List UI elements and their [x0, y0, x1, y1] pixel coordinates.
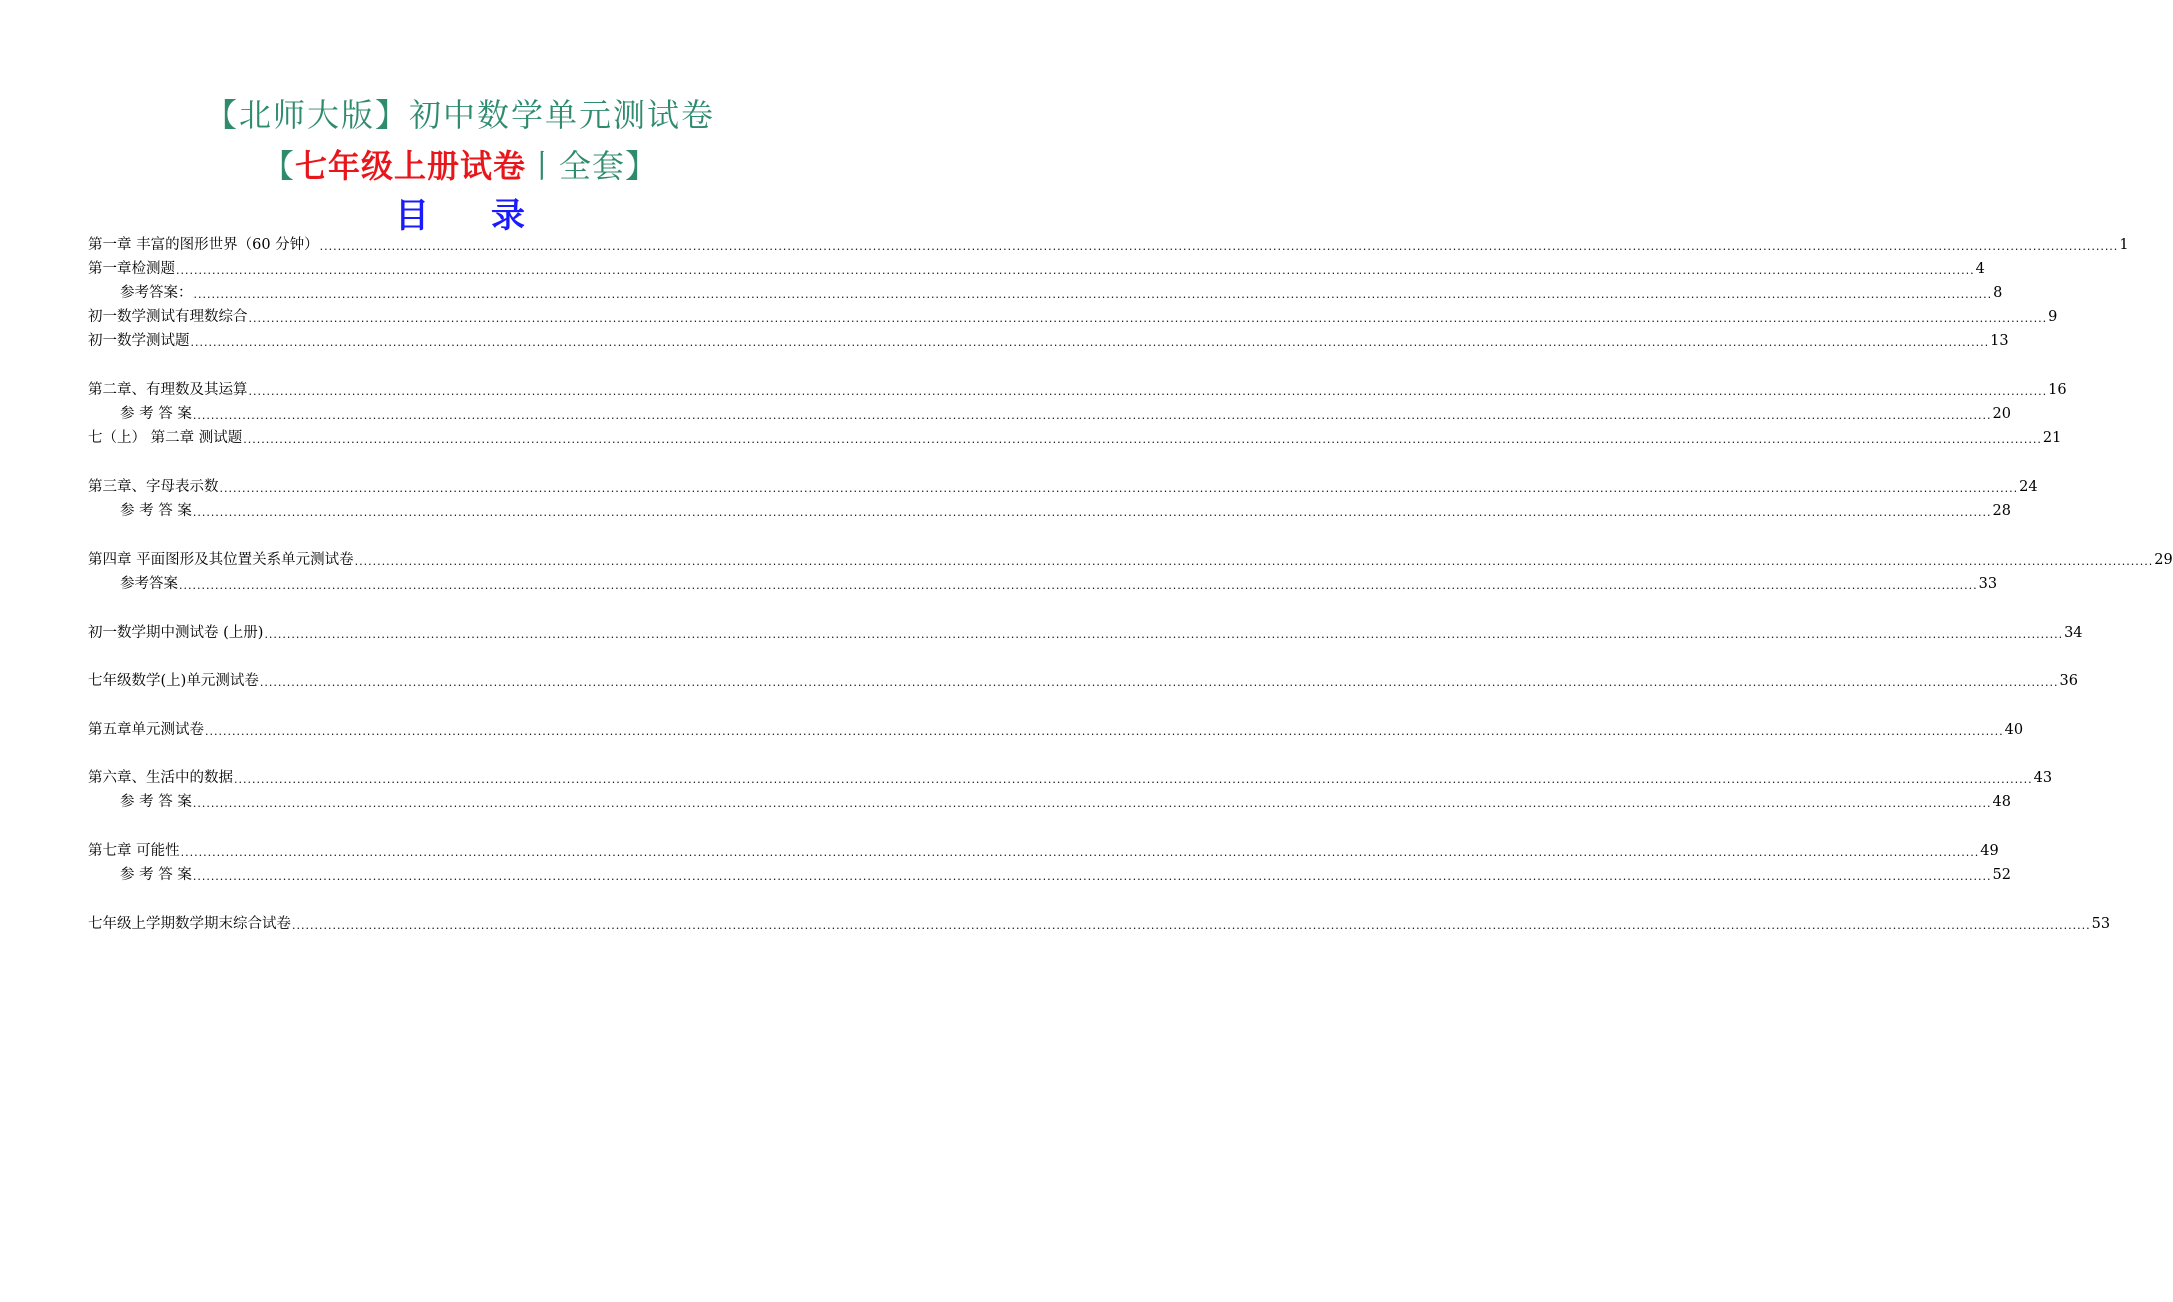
toc-dot-leader: ................................................................................................................................................................................................................................................................................................................................................................................................................: [193, 288, 1993, 301]
toc-dot-leader: ................................................................................................................................................................................................................................................................................................................................................................................................................: [192, 506, 1992, 519]
toc-entry-title: 参 考 答 案: [120, 867, 192, 883]
toc-dot-leader: ................................................................................................................................................................................................................................................................................................................................................................................................................: [192, 797, 1992, 810]
subtitle-rest: 丨全套】: [526, 147, 659, 185]
toc-entry[interactable]: [88, 837, 1999, 861]
toc-entry[interactable]: [88, 619, 2083, 643]
toc-entry-title: 参 考 答 案: [120, 503, 192, 519]
toc-entry[interactable]: [88, 255, 1985, 279]
toc-entry[interactable]: [88, 861, 2011, 885]
toc-entry-title: 七年级数学(上)单元测试卷: [88, 673, 259, 689]
toc-entry-title: 参考答案：: [120, 285, 193, 301]
toc-dot-leader: ................................................................................................................................................................................................................................................................................................................................................................................................................: [354, 555, 2154, 568]
document-title: 【北师大版】初中数学单元测试卷: [204, 96, 715, 134]
subtitle-grade-text: 七年级上册试卷: [294, 147, 526, 185]
toc-dot-leader: ................................................................................................................................................................................................................................................................................................................................................................................................................: [192, 409, 1992, 422]
toc-entry[interactable]: [88, 473, 2038, 497]
toc-page-number: 36: [2059, 673, 2078, 689]
toc-page-number: 29: [2154, 552, 2173, 568]
toc-entry[interactable]: [88, 231, 2129, 255]
toc-page-number: 43: [2033, 770, 2053, 786]
toc-page-number: 13: [1990, 333, 2009, 349]
subtitle-open-bracket: 【: [261, 147, 295, 185]
toc-entry[interactable]: [88, 910, 2111, 934]
toc-entry[interactable]: [88, 400, 2011, 424]
toc-entry[interactable]: [88, 303, 2058, 327]
toc-entry-title: 参 考 答 案: [120, 794, 192, 810]
toc-dot-leader: ................................................................................................................................................................................................................................................................................................................................................................................................................: [205, 725, 2004, 738]
toc-page-number: 28: [1992, 503, 2011, 519]
toc-entry-title: 第三章、字母表示数: [88, 479, 219, 495]
toc-entry-title: 第七章 可能性: [88, 843, 180, 859]
toc-entry[interactable]: [88, 376, 2067, 400]
toc-entry-title: 七（上） 第二章 测试题: [88, 430, 243, 446]
toc-heading-char2: 录: [491, 196, 525, 236]
toc-dot-leader: ................................................................................................................................................................................................................................................................................................................................................................................................................: [259, 676, 2059, 689]
toc-dot-leader: ................................................................................................................................................................................................................................................................................................................................................................................................................: [190, 336, 1990, 349]
toc-entry-title: 第一章检测题: [88, 261, 175, 277]
toc-page-number: 9: [2048, 309, 2058, 325]
toc-entry-title: 第二章、有理数及其运算: [88, 382, 248, 398]
toc-dot-leader: ................................................................................................................................................................................................................................................................................................................................................................................................................: [180, 846, 1980, 859]
toc-page-number: 53: [2091, 916, 2111, 932]
toc-page-number: 16: [2048, 382, 2067, 398]
toc-entry-title: 第六章、生活中的数据: [88, 770, 233, 786]
toc-heading: [0, 188, 920, 237]
toc-page-number: 20: [1992, 406, 2011, 422]
toc-page-number: 33: [1978, 576, 1998, 592]
toc-entry[interactable]: [88, 570, 1998, 594]
toc-dot-leader: ................................................................................................................................................................................................................................................................................................................................................................................................................: [176, 264, 1975, 277]
toc-entry[interactable]: [88, 497, 2011, 521]
toc-dot-leader: ................................................................................................................................................................................................................................................................................................................................................................................................................: [248, 312, 2048, 325]
toc-dot-leader: ................................................................................................................................................................................................................................................................................................................................................................................................................: [179, 579, 1978, 592]
toc-page-number: 52: [1992, 867, 2011, 883]
toc-dot-leader: ................................................................................................................................................................................................................................................................................................................................................................................................................: [243, 433, 2042, 446]
toc-entry-title: 第五章单元测试卷: [88, 722, 204, 738]
toc-entry-title: 七年级上学期数学期末综合试卷: [88, 916, 291, 932]
toc-entry-title: 参考答案: [120, 576, 178, 592]
toc-page-number: 34: [2064, 625, 2083, 641]
toc-entry[interactable]: [88, 716, 2024, 740]
toc-entry[interactable]: [88, 327, 2009, 351]
toc-dot-leader: ................................................................................................................................................................................................................................................................................................................................................................................................................: [219, 482, 2019, 495]
toc-entry[interactable]: [88, 424, 2062, 448]
toc-page-number: 48: [1992, 794, 2011, 810]
toc-dot-leader: ................................................................................................................................................................................................................................................................................................................................................................................................................: [234, 773, 2033, 786]
toc-entry-title: 参 考 答 案: [120, 406, 192, 422]
toc-entry[interactable]: [88, 788, 2011, 812]
toc-heading-char1: 目: [395, 196, 429, 236]
toc-page-number: 8: [1993, 285, 2003, 301]
toc-dot-leader: ................................................................................................................................................................................................................................................................................................................................................................................................................: [319, 240, 2119, 253]
toc-entry[interactable]: [88, 546, 2173, 570]
toc-dot-leader: ................................................................................................................................................................................................................................................................................................................................................................................................................: [264, 628, 2064, 641]
toc-entry[interactable]: [88, 667, 2078, 691]
toc-entry-title: 初一数学测试有理数综合: [88, 309, 248, 325]
toc-page-number: 4: [1975, 261, 1985, 277]
toc-entry[interactable]: [88, 764, 2053, 788]
toc-dot-leader: ................................................................................................................................................................................................................................................................................................................................................................................................................: [248, 385, 2048, 398]
toc-dot-leader: ................................................................................................................................................................................................................................................................................................................................................................................................................: [292, 919, 2091, 932]
toc-page-number: 1: [2119, 237, 2129, 253]
toc-dot-leader: ................................................................................................................................................................................................................................................................................................................................................................................................................: [192, 870, 1992, 883]
toc-entry-title: 初一数学期中测试卷 (上册): [88, 625, 264, 641]
toc-entry[interactable]: [88, 279, 2003, 303]
toc-page-number: 40: [2004, 722, 2024, 738]
toc-entry-title: 第四章 平面图形及其位置关系单元测试卷: [88, 552, 354, 568]
toc-page-number: 21: [2042, 430, 2062, 446]
toc-entry-title: 初一数学测试题: [88, 333, 190, 349]
document-subtitle: [0, 141, 920, 187]
toc-page-number: 49: [1980, 843, 1999, 859]
toc-page-number: 24: [2019, 479, 2038, 495]
toc-entry-title: 第一章 丰富的图形世界（60 分钟）: [88, 237, 319, 253]
